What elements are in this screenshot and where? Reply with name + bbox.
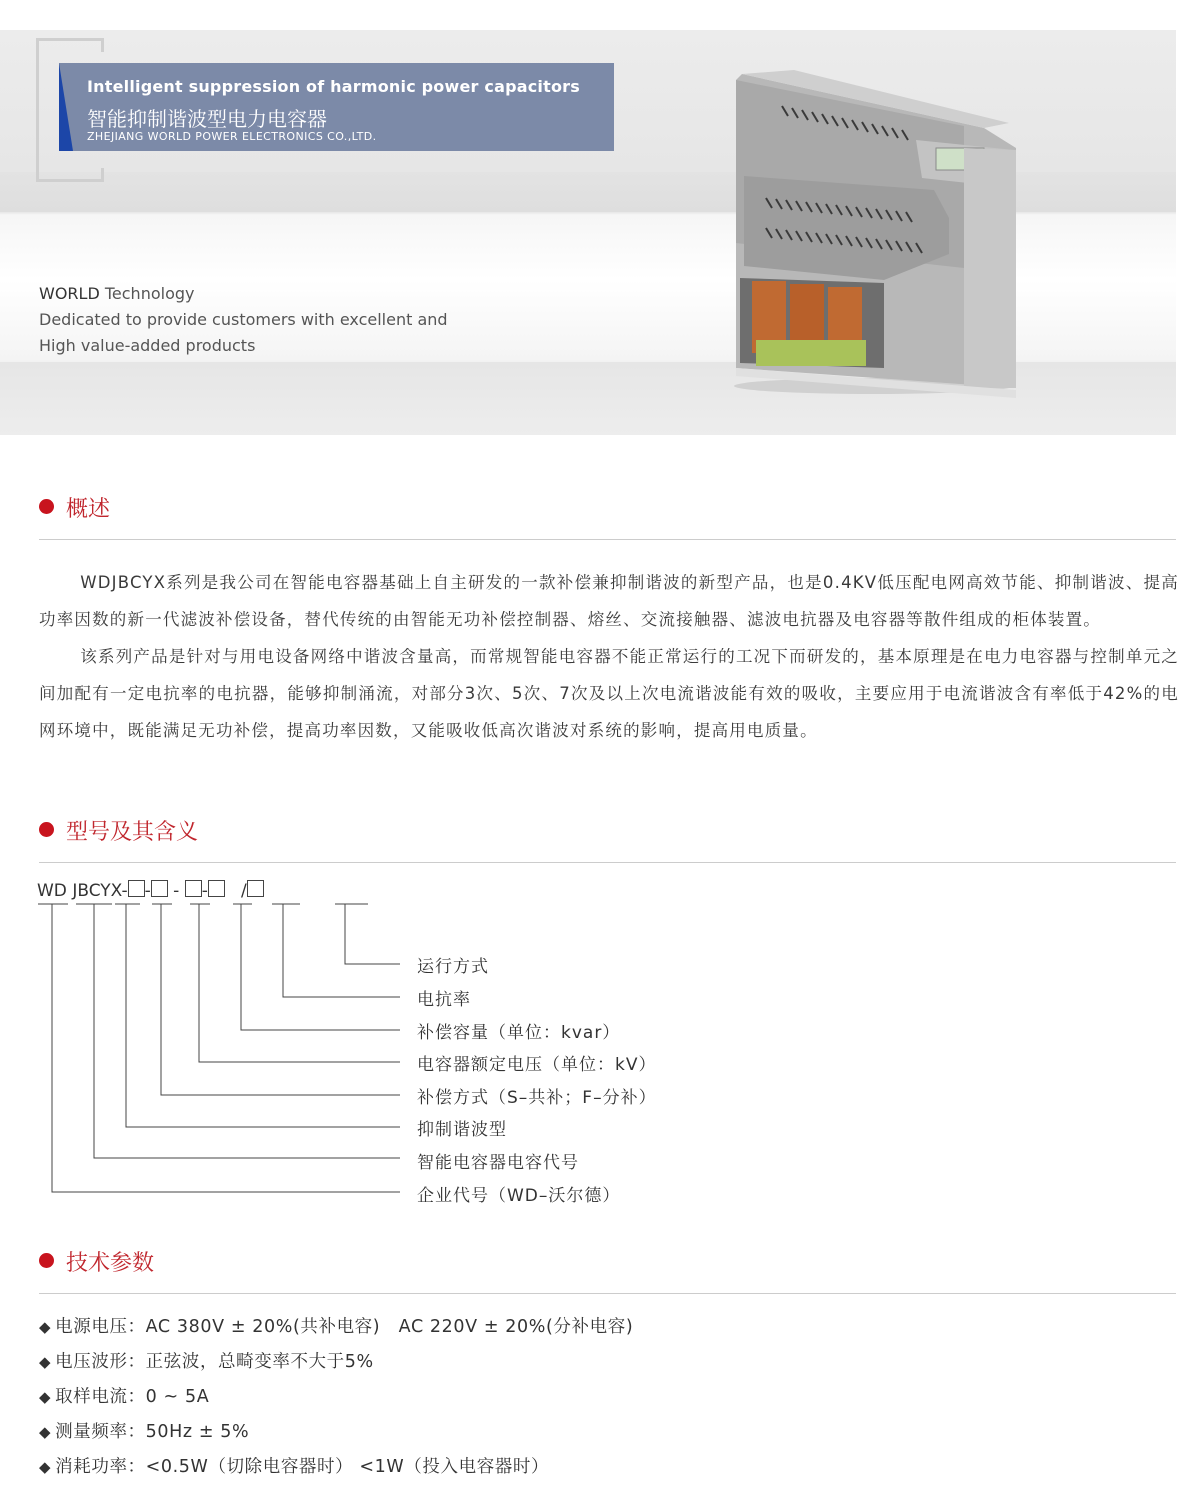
legend-company-code: 企业代号（WD–沃尔德）: [417, 1186, 621, 1206]
legend-harmonic-suppression: 抑制谐波型: [417, 1120, 507, 1140]
overview-text: [39, 564, 1179, 749]
legend-compensation-capacity: 补偿容量（单位：kvar）: [417, 1023, 621, 1043]
diamond-bullet-icon: ◆: [39, 1388, 52, 1406]
diamond-bullet-icon: ◆: [39, 1458, 52, 1476]
bullet-dot-icon: [39, 499, 54, 514]
model-slot-box: [185, 880, 202, 897]
legend-operating-mode: 运行方式: [417, 957, 489, 977]
model-slot-box: [128, 880, 145, 897]
banner-title-box: [59, 63, 614, 151]
legend-capacitor-code: 智能电容器电容代号: [417, 1153, 579, 1173]
diamond-bullet-icon: ◆: [39, 1318, 52, 1336]
hero-banner: [0, 30, 1176, 435]
tagline-line-2: Dedicated to provide customers with excellent and: [39, 310, 448, 329]
model-code: WD JBCYX- - - - /: [37, 880, 264, 901]
capacitor-product-image: [724, 68, 1024, 398]
model-code-jbc: JBC: [72, 881, 101, 901]
section-title-overview: 概述: [39, 492, 110, 523]
banner-title-chinese: 智能抑制谐波型电力电容器: [87, 107, 327, 131]
section-title-tech: 技术参数: [39, 1246, 154, 1277]
title-accent-stripe: [59, 63, 73, 151]
tagline-brand: WORLD: [39, 284, 100, 303]
model-code-yx: YX: [100, 881, 122, 901]
param-measuring-frequency: ◆ 测量频率：50Hz ± 5%: [39, 1422, 250, 1442]
model-slot-box: [151, 880, 168, 897]
model-code-wd: WD: [37, 881, 67, 901]
banner-tagline: [39, 281, 448, 359]
tagline-line-3: High value-added products: [39, 336, 256, 355]
param-supply-voltage: ◆ 电源电压：AC 380V ± 20%(共补电容) AC 220V ± 20%(分补电容): [39, 1317, 634, 1337]
diamond-bullet-icon: ◆: [39, 1353, 52, 1371]
legend-compensation-mode: 补偿方式（S–共补；F–分补）: [417, 1088, 657, 1108]
legend-rated-voltage: 电容器额定电压（单位：kV）: [417, 1055, 657, 1075]
param-power-consumption: ◆ 消耗功率：<0.5W（切除电容器时） <1W（投入电容器时）: [39, 1457, 550, 1477]
model-slot-box: [208, 880, 225, 897]
bullet-dot-icon: [39, 822, 54, 837]
section-title-model: 型号及其含义: [39, 815, 198, 846]
param-sampling-current: ◆ 取样电流：0 ~ 5A: [39, 1387, 210, 1407]
bullet-dot-icon: [39, 1253, 54, 1268]
section-divider: [39, 862, 1176, 863]
banner-title-english: Intelligent suppression of harmonic power capacitors: [87, 77, 580, 96]
model-slot-box: [247, 880, 264, 897]
overview-paragraph-2: 该系列产品是针对与用电设备网络中谐波含量高，而常规智能电容器不能正常运行的工况下而研发的，基本原理是在电力电容器与控制单元之间加配有一定电抗率的电抗器，能够抑制涌流，对部分3次、5次、7次及以上次电流谐波能有效的吸收，主要应用于电流谐波含有率低于42%的电网环境中，既能满足无功补偿，提高功率因数，又能吸收低高次谐波对系统的影响，提高用电质量。: [39, 647, 1179, 740]
tagline-brand-rest: Technology: [99, 284, 195, 303]
diamond-bullet-icon: ◆: [39, 1423, 52, 1441]
param-voltage-waveform: ◆ 电压波形：正弦波，总畸变率不大于5%: [39, 1352, 374, 1372]
overview-paragraph-1: WDJBCYX系列是我公司在智能电容器基础上自主研发的一款补偿兼抑制谐波的新型产品，也是0.4KV低压配电网高效节能、抑制谐波、提高功率因数的新一代滤波补偿设备，替代传统的由智能无功补偿控制器、熔丝、交流接触器、滤波电抗器及电容器等散件组成的柜体装置。: [39, 573, 1179, 629]
section-divider: [39, 1293, 1176, 1294]
section-divider: [39, 539, 1176, 540]
legend-reactance-rate: 电抗率: [417, 990, 471, 1010]
company-name: ZHEJIANG WORLD POWER ELECTRONICS CO.,LTD.: [87, 130, 377, 143]
